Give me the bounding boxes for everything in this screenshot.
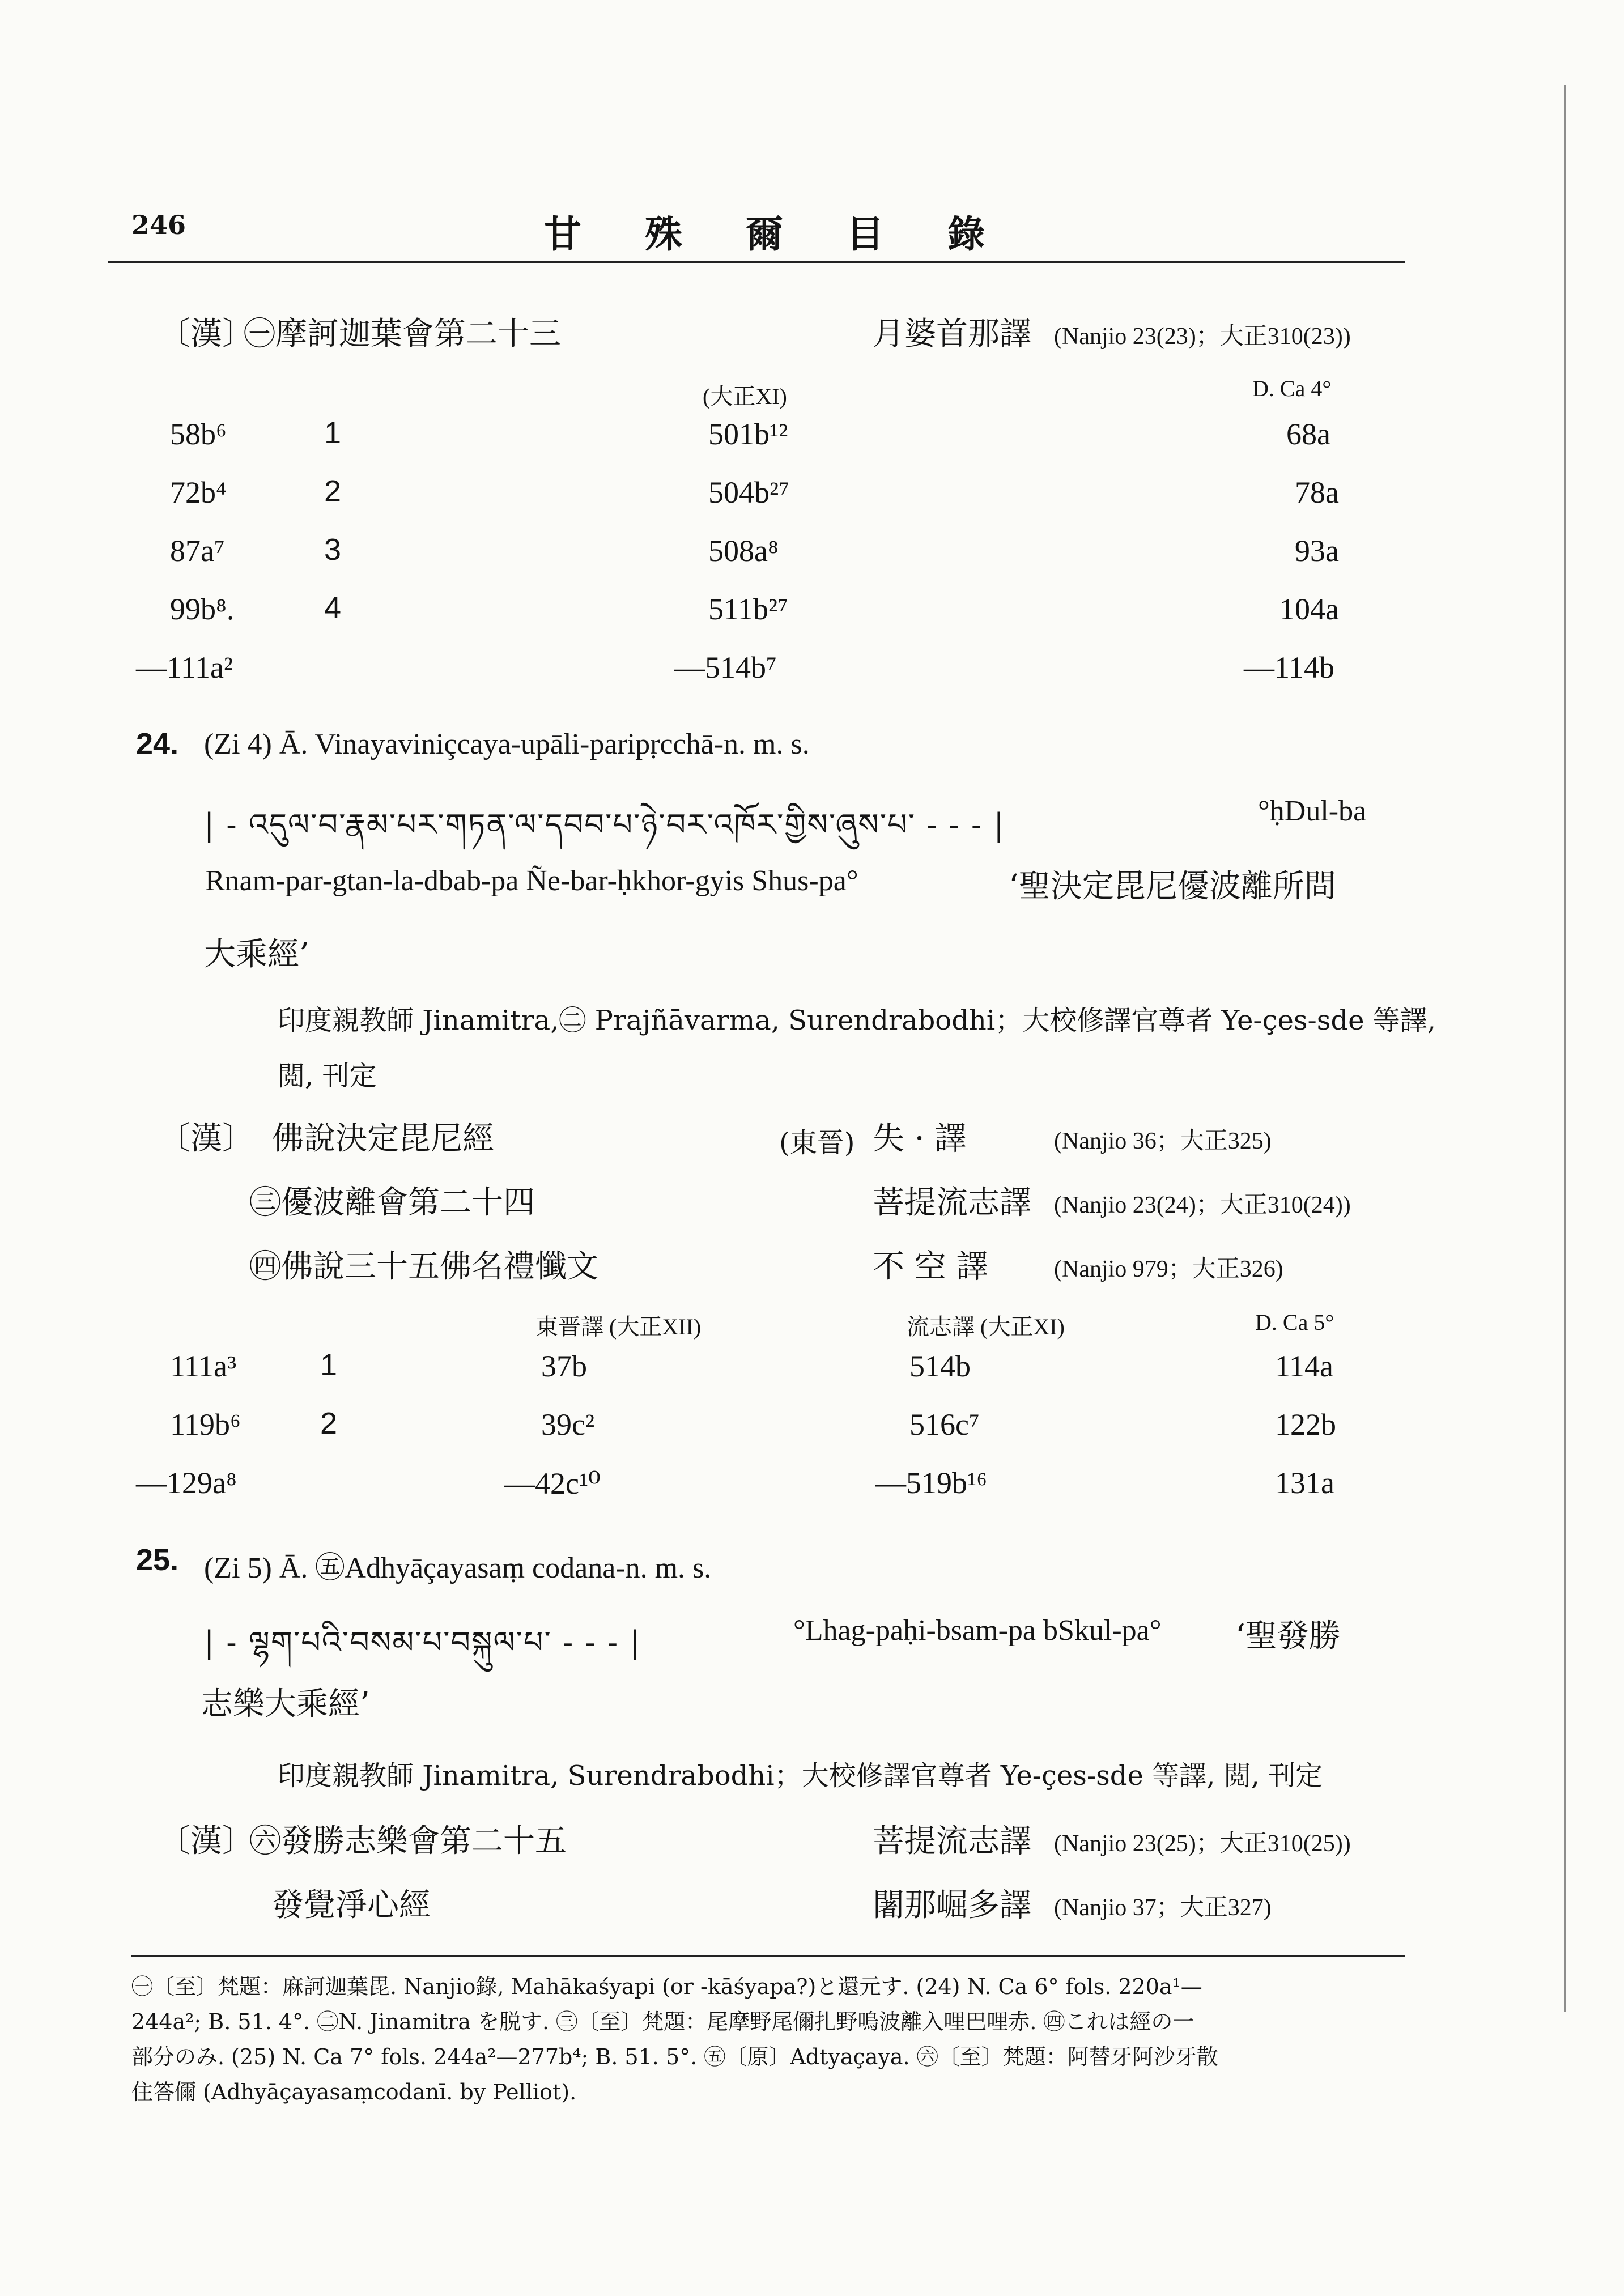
page-number: 246 [131, 210, 186, 240]
chinese-title: ㊃佛說三十五佛名禮懺文 [249, 1248, 598, 1285]
chinese-translator: 月婆首那譯 [873, 316, 1031, 352]
chinese-title-gloss: 志樂大乘經’ [201, 1686, 370, 1723]
chinese-translator: 不 空 譯 [873, 1248, 988, 1285]
chinese-translator: 闍那崛多譯 [873, 1887, 1031, 1924]
han-label: 〔漢〕 [159, 1823, 254, 1860]
tibetan-romanized: Rnam-par-gtan-la-dbab-pa Ñe-bar-ḥkhor-gyis Shus-pa° [205, 865, 858, 897]
footnote-line: ㊀〔至〕梵題：麻訶迦葉毘. Nanjio錄, Mahākaśyapi (or -kāśyapa?)と還元す. (24) N. Ca 6° fols. 220a¹— [131, 1974, 1202, 1999]
nanjio-ref: (Nanjio 23(24)；大正310(24)) [1054, 1192, 1351, 1218]
chinese-title: ㊅發勝志樂會第二十五 [249, 1823, 567, 1860]
chinese-title: ㊂優波離會第二十四 [249, 1184, 535, 1221]
footnote-line: 244a²; B. 51. 4°. ㊁N. Jinamitra を脱す. ㊂〔至〕梵題：尾摩野尾儞扎野嗚波離入哩巴哩赤. ㊃これは經の一 [131, 2009, 1194, 2034]
tibetan-title: | - ལྷག་པའི་བསམ་པ་བསྐུལ་པ་ - - - | [204, 1625, 641, 1660]
entry-number: 25. [136, 1543, 179, 1577]
nanjio-ref: (Nanjio 23(25)；大正310(25)) [1054, 1831, 1351, 1857]
translators: 閲, 刊定 [278, 1060, 377, 1092]
chinese-translator: 菩提流志譯 [873, 1184, 1031, 1221]
han-label: 〔漢〕 [159, 1120, 254, 1157]
entry-heading: (Zi 5) Ā. ㊄Adhyāçayasaṃ codana-n. m. s. [204, 1552, 712, 1584]
chinese-title: ㊀摩訶迦葉會第二十三 [244, 316, 561, 352]
chinese-title: 佛說決定毘尼經 [272, 1120, 494, 1157]
translators: 印度親教師 Jinamitra,㊁ Prajñāvarma, Surendrabodhi；大校修譯官尊者 Ye-çes-sde 等譯, [278, 1005, 1436, 1036]
footnote-line: 部分のみ. (25) N. Ca 7° fols. 244a²—277b⁴; B. 51. 5°. ㊄〔原〕Adtyaçaya. ㊅〔至〕梵題：阿替牙阿沙牙散 [131, 2044, 1218, 2069]
han-label: 〔漢〕 [159, 316, 254, 352]
running-title: 甘殊爾目錄 [544, 212, 1048, 256]
nanjio-ref: (Nanjio 36；大正325) [1054, 1128, 1272, 1154]
tibetan-romanized: °Lhag-paḥi-bsam-pa bSkul-pa° [793, 1614, 1162, 1647]
entry-heading: (Zi 4) Ā. Vinayaviniçcaya-upāli-paripṛcchā-n. m. s. [204, 728, 810, 760]
nanjio-ref: (Nanjio 37；大正327) [1054, 1895, 1272, 1921]
nanjio-ref: (Nanjio 23(23)；大正310(23)) [1054, 324, 1351, 350]
header-rule [108, 261, 1405, 263]
nanjio-ref: (Nanjio 979；大正326) [1054, 1256, 1283, 1282]
translators: 印度親教師 Jinamitra, Surendrabodhi；大校修譯官尊者 Ye-çes-sde 等譯, 閲, 刊定 [278, 1760, 1323, 1792]
table2-header-dongjin: 東晋譯 (大正XII) [535, 1314, 702, 1340]
chinese-title-gloss: ‘聖決定毘尼優波離所問 [1009, 868, 1336, 905]
tibetan-title: | - འདུལ་བ་རྣམ་པར་གཏན་ལ་དབབ་པ་ཉེ་བར་འཁོར་གྱིས་ཞུས་པ་ - - - | [204, 807, 1005, 843]
table2-header-liuzhi: 流志譯 (大正XI) [907, 1314, 1065, 1340]
table2-header-derge: D. Ca 5° [1255, 1309, 1334, 1335]
chinese-title-gloss: 大乘經’ [204, 936, 309, 973]
entry-number: 24. [136, 727, 179, 761]
footnote-rule [131, 1955, 1405, 1957]
chinese-translator: 失 · 譯 [873, 1120, 967, 1157]
dynasty: (東晉) [779, 1127, 855, 1159]
chinese-title-gloss: ‘聖發勝 [1235, 1618, 1341, 1655]
chinese-title: 發覺淨心經 [272, 1887, 431, 1924]
tibetan-romanized: °ḥDul-ba [1258, 795, 1367, 827]
footnote-line: 住答儞 (Adhyāçayasaṃcodanī. by Pelliot). [131, 2080, 577, 2104]
table1-header-taisho: (大正XI) [703, 384, 787, 409]
table1-header-derge: D. Ca 4° [1252, 376, 1332, 401]
chinese-translator: 菩提流志譯 [873, 1823, 1031, 1860]
scan-edge [1564, 85, 1566, 2012]
